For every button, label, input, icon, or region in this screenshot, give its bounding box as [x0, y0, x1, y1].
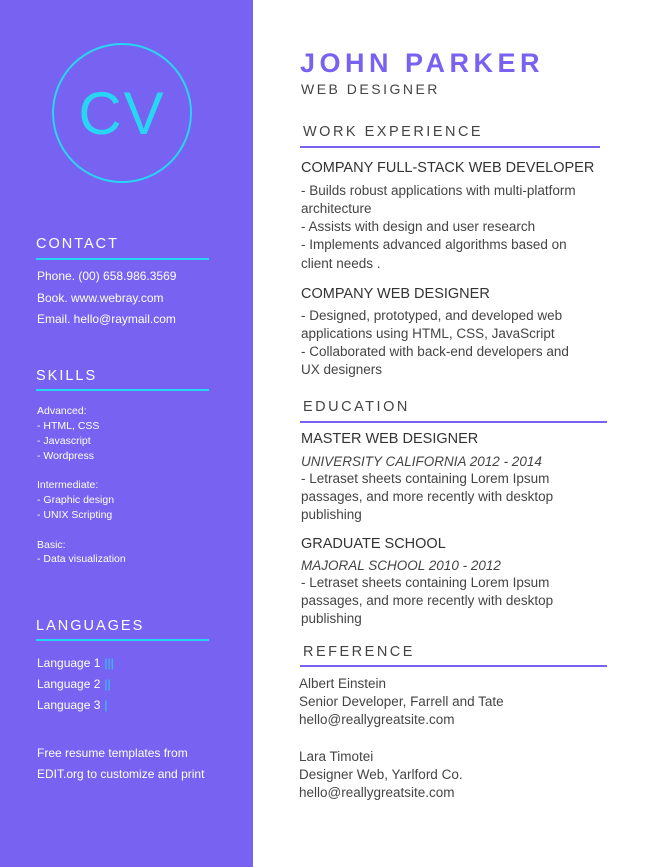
footer-line: EDIT.org to customize and print	[37, 767, 205, 781]
skill-line: - HTML, CSS	[37, 420, 100, 432]
skills-divider	[36, 389, 209, 391]
education-detail-line: - Letraset sheets containing Lorem Ipsum	[301, 575, 550, 590]
job-detail-line: - Assists with design and user research	[301, 219, 536, 234]
languages-divider	[36, 639, 209, 641]
job-detail-line: - Builds robust applications with multi-platform	[301, 183, 576, 198]
education-detail-line: - Letraset sheets containing Lorem Ipsum	[301, 471, 550, 486]
job-detail-line: architecture	[301, 201, 372, 216]
education-heading: EDUCATION	[303, 399, 410, 415]
job-detail-line: - Designed, prototyped, and developed web	[301, 308, 563, 323]
reference-divider	[300, 665, 607, 667]
sidebar	[0, 0, 253, 867]
candidate-title: WEB DESIGNER	[301, 81, 440, 97]
skill-line: - Wordpress	[37, 450, 94, 462]
reference-email[interactable]: hello@reallygreatsite.com	[299, 712, 455, 727]
degree-title: MASTER WEB DESIGNER	[301, 431, 479, 447]
skill-line: - UNIX Scripting	[37, 509, 113, 521]
job-detail-line: applications using HTML, CSS, JavaScript	[301, 326, 555, 341]
language-item	[37, 698, 108, 712]
work-experience-divider	[300, 146, 600, 148]
language-label: Language 1	[37, 656, 101, 670]
education-detail-line: passages, and more recently with desktop	[301, 489, 554, 504]
language-label: Language 2	[37, 677, 101, 691]
job-detail-line: UX designers	[301, 362, 383, 377]
school-name: UNIVERSITY CALIFORNIA 2012 - 2014	[301, 454, 542, 469]
education-detail-line: publishing	[301, 611, 362, 626]
language-label: Language 3	[37, 698, 101, 712]
language-level-bars: |	[104, 698, 108, 712]
skill-line: - Javascript	[37, 435, 91, 447]
skill-line: Advanced:	[37, 405, 87, 417]
contact-phone: Phone. (00) 658.986.3569	[37, 269, 177, 283]
job-title: COMPANY WEB DESIGNER	[301, 286, 490, 302]
footer-line: Free resume templates from	[37, 746, 188, 760]
skill-line: Intermediate:	[37, 479, 99, 491]
cv-monogram-circle	[52, 43, 192, 183]
language-item	[37, 677, 111, 691]
job-title: COMPANY FULL-STACK WEB DEVELOPER	[301, 160, 595, 176]
contact-email[interactable]: Email. hello@raymail.com	[37, 312, 176, 326]
contact-heading: CONTACT	[36, 236, 120, 252]
reference-name: Lara Timotei	[299, 749, 374, 764]
school-name: MAJORAL SCHOOL 2010 - 2012	[301, 558, 501, 573]
degree-title: GRADUATE SCHOOL	[301, 536, 446, 552]
skill-line: Basic:	[37, 539, 66, 551]
contact-website[interactable]: Book. www.webray.com	[37, 291, 164, 305]
language-level-bars: |||	[104, 656, 114, 670]
education-divider	[300, 421, 607, 423]
skill-line: - Data visualization	[37, 553, 126, 565]
education-detail-line: passages, and more recently with desktop	[301, 593, 554, 608]
reference-name: Albert Einstein	[299, 676, 387, 691]
contact-divider	[36, 258, 209, 260]
job-detail-line: - Implements advanced algorithms based on	[301, 237, 567, 252]
language-item	[37, 656, 114, 670]
reference-heading: REFERENCE	[303, 644, 415, 660]
language-level-bars: ||	[104, 677, 111, 691]
skill-line: - Graphic design	[37, 494, 115, 506]
reference-role: Designer Web, Yarlford Co.	[299, 767, 463, 782]
reference-email[interactable]: hello@reallygreatsite.com	[299, 785, 455, 800]
reference-role: Senior Developer, Farrell and Tate	[299, 694, 504, 709]
cv-monogram: CV	[78, 80, 166, 147]
job-detail-line: - Collaborated with back-end developers and	[301, 344, 569, 359]
candidate-name: JOHN PARKER	[300, 48, 545, 78]
job-detail-line: client needs .	[301, 256, 381, 271]
education-detail-line: publishing	[301, 507, 362, 522]
work-experience-heading: WORK EXPERIENCE	[303, 124, 484, 140]
skills-heading: SKILLS	[36, 368, 98, 384]
languages-heading: LANGUAGES	[36, 618, 145, 634]
